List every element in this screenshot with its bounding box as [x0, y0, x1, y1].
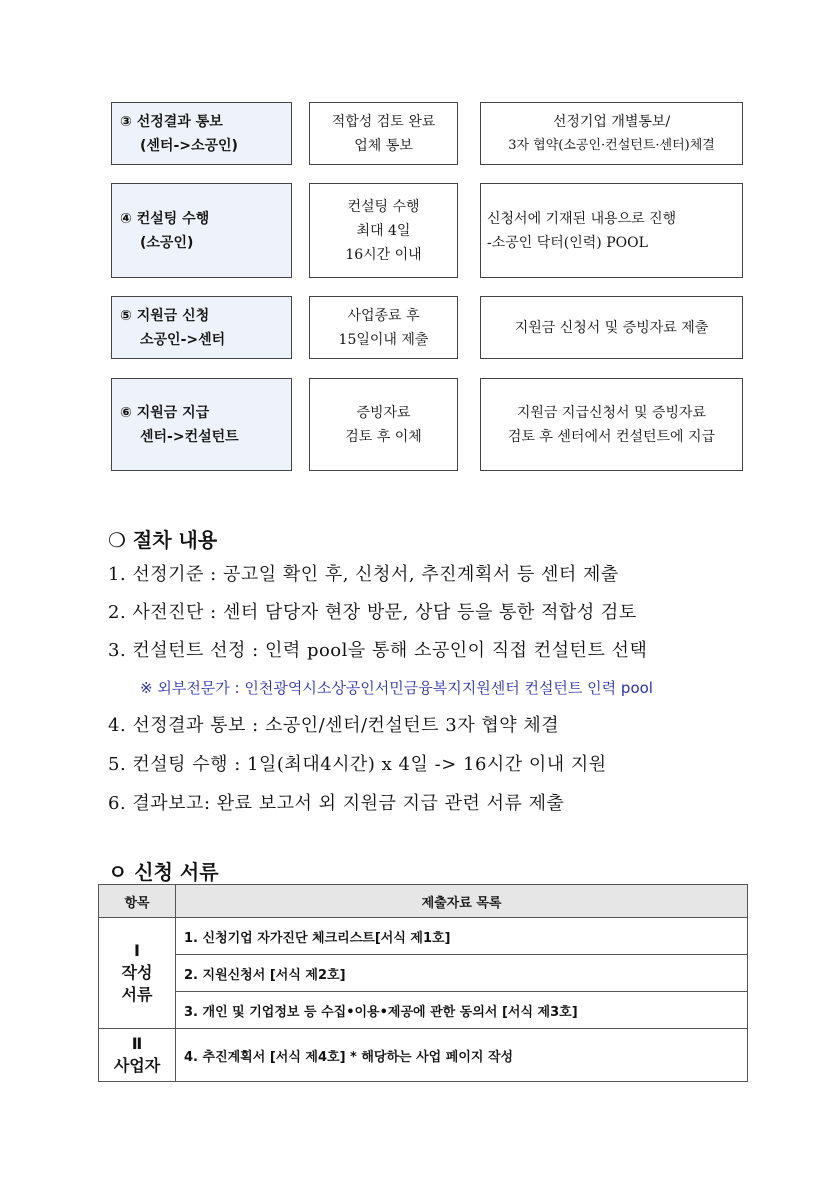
procedure-note: ※ 외부전문가 : 인천광역시소상공인서민금융복지지원센터 컨설턴트 인력 pool: [140, 679, 653, 697]
document-item: 2. 지원신청서 [서식 제2호]: [176, 955, 748, 992]
category-cell: [99, 918, 176, 1029]
procedure-item: 6. 결과보고: 완료 보고서 외 지원금 지급 관련 서류 제출: [108, 793, 565, 814]
stage-direction: (센터->소공인): [140, 137, 238, 154]
table-row: [99, 918, 748, 955]
condition-line: 16시간 이내: [345, 246, 422, 263]
condition-line: 검토 후 이체: [345, 428, 422, 445]
condition-line: 최대 4일: [356, 222, 411, 239]
description-line: 3자 협약(소공인·컨설턴트·센터)체결: [508, 137, 715, 153]
stage-direction: 센터->컨설턴트: [140, 428, 239, 445]
flow-condition-4: [309, 183, 458, 278]
flow-stage-5: [111, 296, 292, 359]
document-item: 1. 신청기업 자가진단 체크리스트[서식 제1호]: [176, 918, 748, 955]
category-cell: [99, 1029, 176, 1082]
stage-direction: 소공인->센터: [140, 331, 226, 348]
table-row: [99, 1029, 748, 1082]
flow-description-4: [480, 183, 743, 278]
flow-description-6: [480, 378, 743, 471]
flow-condition-3: [309, 102, 458, 165]
table-row: [99, 955, 748, 992]
stage-title: ④ 컨설팅 수행: [120, 210, 210, 227]
category-label: 서류: [121, 985, 153, 1004]
description-line: 지원금 신청서 및 증빙자료 제출: [514, 319, 709, 336]
category-numeral: Ⅰ: [134, 941, 140, 960]
condition-line: 사업종료 후: [347, 307, 420, 324]
description-line: -소공인 닥터(인력) POOL: [487, 234, 648, 251]
description-line: 검토 후 센터에서 컨설턴트에 지급: [507, 428, 716, 445]
table-header-row: [99, 885, 748, 918]
procedure-item: 3. 컨설턴트 선정 : 인력 pool을 통해 소공인이 직접 컨설턴트 선택: [108, 640, 648, 661]
column-header-list: 제출자료 목록: [176, 885, 748, 918]
stage-direction: (소공인): [140, 234, 194, 251]
flow-stage-4: [111, 183, 292, 278]
stage-title: ⑥ 지원금 지급: [120, 404, 210, 421]
condition-line: 15일이내 제출: [338, 331, 429, 348]
flow-description-3: [480, 102, 743, 165]
column-header-item: 항목: [99, 885, 176, 918]
description-line: 선정기업 개별통보/: [552, 113, 671, 130]
documents-table: [98, 884, 748, 1082]
flow-stage-3: [111, 102, 292, 165]
procedure-item: 2. 사전진단 : 센터 담당자 현장 방문, 상담 등을 통한 적합성 검토: [108, 602, 637, 623]
flow-condition-6: [309, 378, 458, 471]
condition-line: 적합성 검토 완료: [331, 113, 436, 130]
procedure-item: 5. 컨설팅 수행 : 1일(최대4시간) x 4일 -> 16시간 이내 지원: [108, 754, 607, 775]
category-label: 작성: [121, 963, 153, 982]
condition-line: 업체 통보: [354, 137, 413, 154]
category-label: 사업자: [113, 1056, 161, 1075]
description-line: 지원금 지급신청서 및 증빙자료: [516, 404, 707, 421]
procedure-heading: ❍ 절차 내용: [108, 528, 218, 552]
procedure-item: 4. 선정결과 통보 : 소공인/센터/컨설턴트 3자 협약 체결: [108, 715, 560, 736]
document-item: 3. 개인 및 기업정보 등 수집•이용•제공에 관한 동의서 [서식 제3호]: [176, 992, 748, 1029]
flow-condition-5: [309, 296, 458, 359]
stage-title: ⑤ 지원금 신청: [120, 307, 210, 324]
condition-line: 컨설팅 수행: [347, 198, 420, 215]
description-line: 신청서에 기재된 내용으로 진행: [487, 210, 677, 227]
documents-heading: ㅇ 신청 서류: [108, 860, 219, 884]
table-row: [99, 992, 748, 1029]
flow-description-5: [480, 296, 743, 359]
condition-line: 증빙자료: [356, 404, 411, 421]
flow-stage-6: [111, 378, 292, 471]
document-item: 4. 추진계획서 [서식 제4호] * 해당하는 사업 페이지 작성: [176, 1029, 748, 1082]
procedure-item: 1. 선정기준 : 공고일 확인 후, 신청서, 추진계획서 등 센터 제출: [108, 564, 619, 585]
category-numeral: Ⅱ: [131, 1034, 143, 1053]
stage-title: ③ 선정결과 통보: [120, 113, 223, 130]
